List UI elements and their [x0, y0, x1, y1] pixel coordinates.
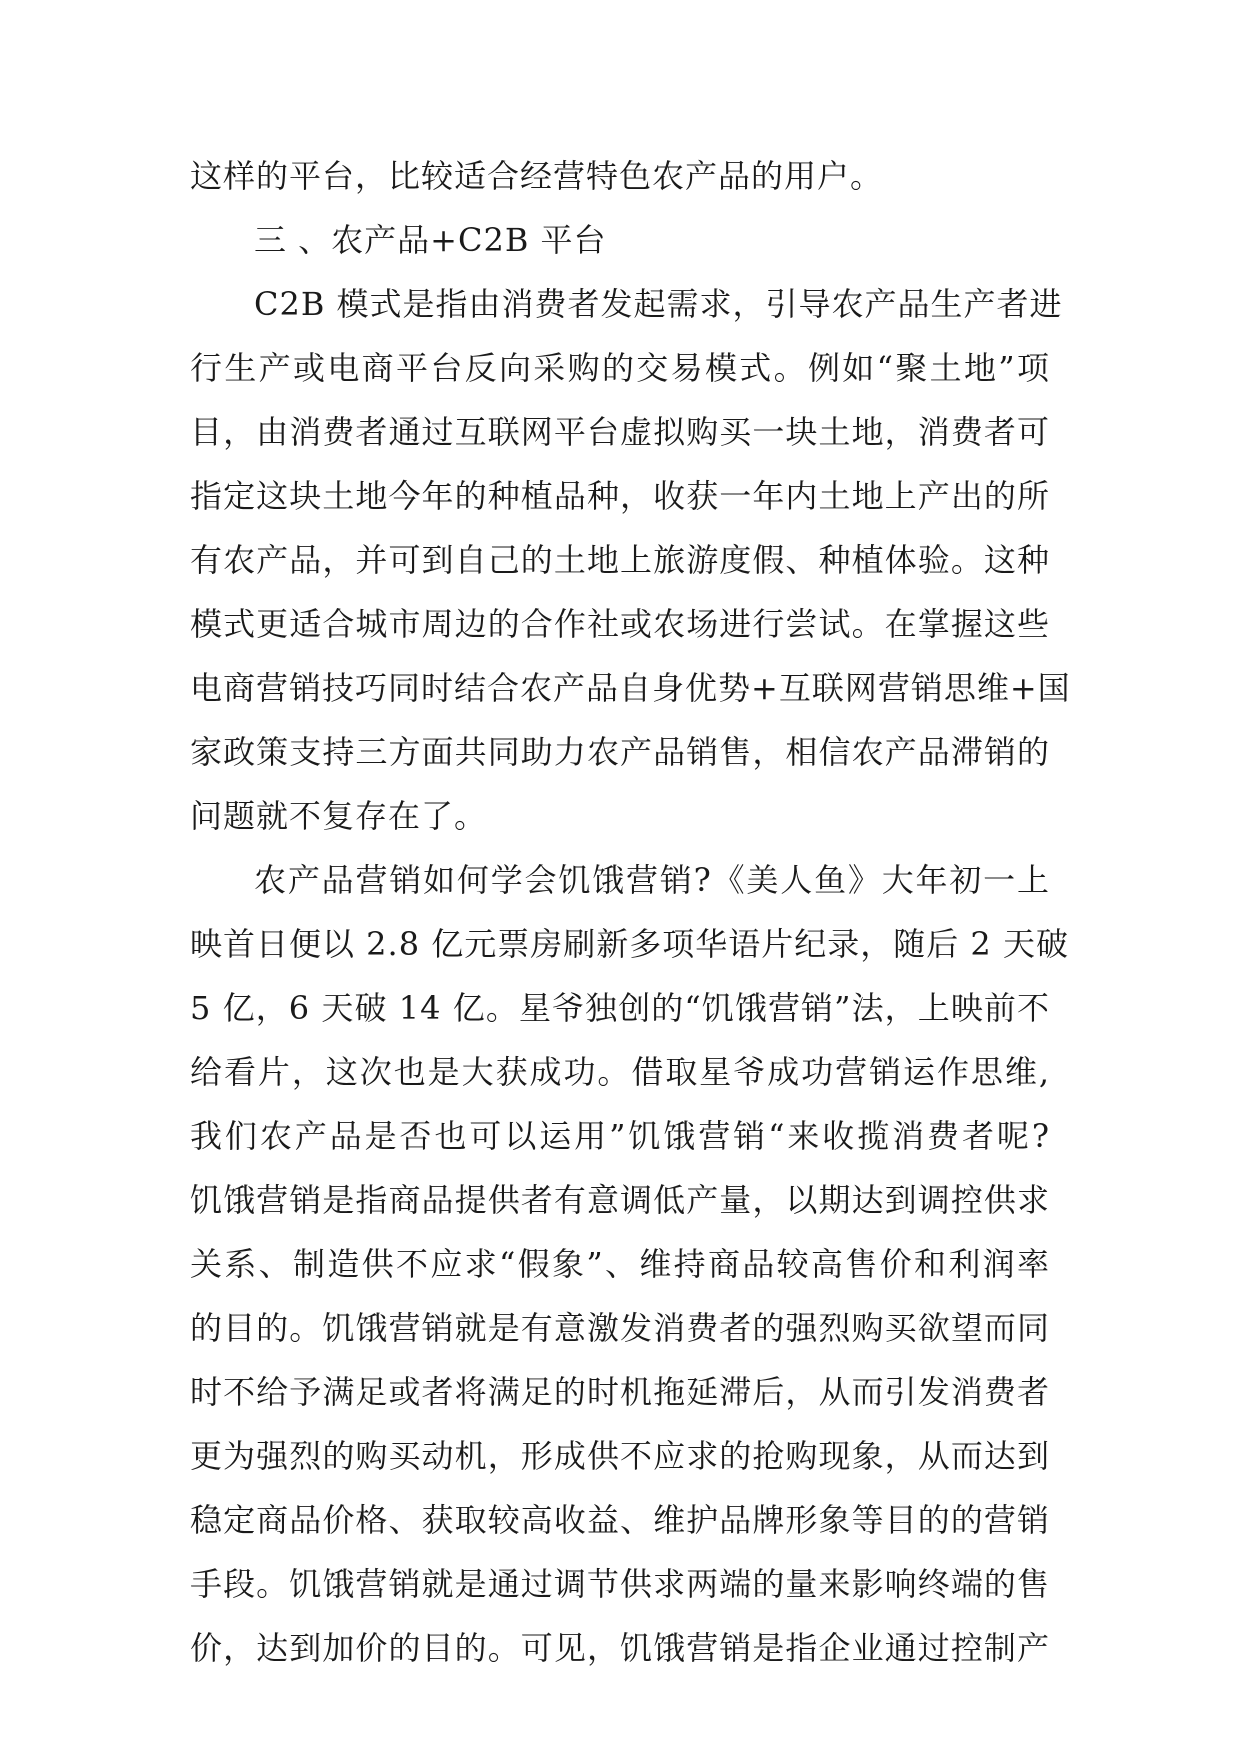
- text-line: 映首日便以 2.8 亿元票房刷新多项华语片纪录，随后 2 天破: [190, 925, 1069, 963]
- text-line: 行生产或电商平台反向采购的交易模式。例如“聚土地”项: [190, 349, 1050, 387]
- text-line: 目，由消费者通过互联网平台虚拟购买一块土地，消费者可: [190, 413, 1050, 451]
- text-line: 价，达到加价的目的。可见，饥饿营销是指企业通过控制产: [190, 1629, 1050, 1667]
- text-line: 模式更适合城市周边的合作社或农场进行尝试。在掌握这些: [190, 605, 1050, 643]
- text-line: 饥饿营销是指商品提供者有意调低产量，以期达到调控供求: [190, 1181, 1050, 1219]
- text-line: 更为强烈的购买动机，形成供不应求的抢购现象，从而达到: [190, 1437, 1050, 1475]
- text-line: 农产品营销如何学会饥饿营销?《美人鱼》大年初一上: [254, 861, 1050, 899]
- text-line: 电商营销技巧同时结合农产品自身优势+互联网营销思维+国: [190, 669, 1071, 707]
- text-line: 关系、制造供不应求“假象”、维持商品较高售价和利润率: [190, 1245, 1050, 1283]
- section-heading: 三 、农产品+C2B 平台: [254, 221, 607, 259]
- text-line: 时不给予满足或者将满足的时机拖延滞后，从而引发消费者: [190, 1373, 1050, 1411]
- text-line: 指定这块土地今年的种植品种，收获一年内土地上产出的所: [190, 477, 1050, 515]
- text-line: 家政策支持三方面共同助力农产品销售，相信农产品滞销的: [190, 733, 1050, 771]
- text-line: 稳定商品价格、获取较高收益、维护品牌形象等目的的营销: [190, 1501, 1050, 1539]
- text-line: 有农产品，并可到自己的土地上旅游度假、种植体验。这种: [190, 541, 1050, 579]
- text-line: 这样的平台，比较适合经营特色农产品的用户。: [190, 157, 884, 195]
- text-line: 问题就不复存在了。: [190, 797, 488, 835]
- text-line: 的目的。饥饿营销就是有意激发消费者的强烈购买欲望而同: [190, 1309, 1050, 1347]
- text-line: 给看片，这次也是大获成功。借取星爷成功营销运作思维,: [190, 1053, 1050, 1091]
- text-line: 5 亿，6 天破 14 亿。星爷独创的“饥饿营销”法，上映前不: [190, 989, 1050, 1027]
- text-line: C2B 模式是指由消费者发起需求，引导农产品生产者进: [254, 285, 1063, 323]
- text-line: 我们农产品是否也可以运用”饥饿营销“来收揽消费者呢?: [190, 1117, 1050, 1155]
- text-line: 手段。饥饿营销就是通过调节供求两端的量来影响终端的售: [190, 1565, 1050, 1603]
